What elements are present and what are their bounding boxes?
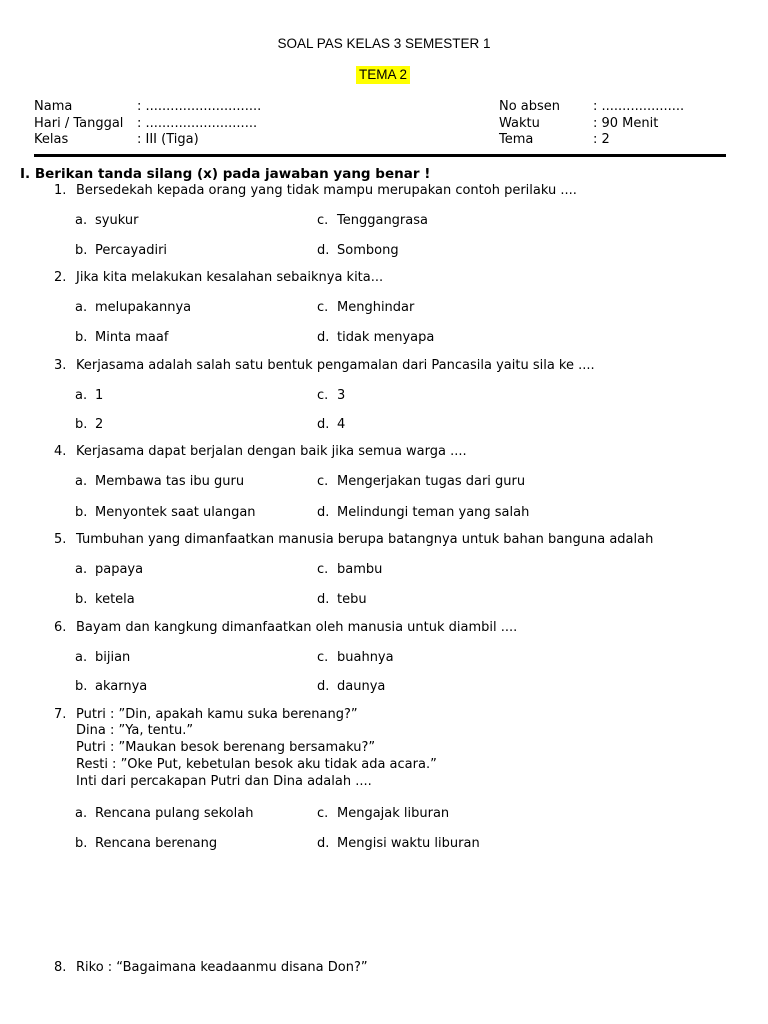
- field-label-nama: Nama: [34, 99, 73, 114]
- option-text: daunya: [337, 679, 386, 694]
- option-text: papaya: [95, 562, 144, 577]
- option-7d[interactable]: [317, 836, 480, 851]
- question-number: 7.: [54, 707, 67, 722]
- option-text: Membawa tas ibu guru: [95, 474, 245, 489]
- field-value-hari-tanggal: : ...........................: [137, 116, 258, 131]
- option-text: Menyontek saat ulangan: [95, 505, 256, 520]
- field-label-no-absen: No absen: [499, 99, 561, 114]
- option-letter: b.: [75, 592, 88, 607]
- question-text: Tumbuhan yang dimanfaatkan manusia berupa batangnya untuk bahan banguna adalah: [76, 532, 654, 547]
- option-3c[interactable]: [317, 388, 345, 403]
- option-letter: c.: [317, 806, 329, 821]
- option-1b[interactable]: [75, 243, 167, 258]
- field-label-hari-tanggal: Hari / Tanggal: [34, 116, 124, 131]
- option-text: Rencana berenang: [95, 836, 218, 851]
- option-letter: a.: [75, 562, 88, 577]
- option-text: bijian: [95, 650, 131, 665]
- option-5d[interactable]: [317, 592, 367, 607]
- option-letter: c.: [317, 562, 329, 577]
- option-letter: a.: [75, 213, 88, 228]
- option-1a[interactable]: [75, 213, 138, 228]
- option-4d[interactable]: [317, 505, 529, 520]
- option-text: 2: [95, 417, 104, 432]
- option-text: buahnya: [337, 650, 394, 665]
- field-value-nama: : ............................: [137, 99, 262, 114]
- field-label-kelas: Kelas: [34, 132, 69, 147]
- option-2a[interactable]: [75, 300, 191, 315]
- question-number: 6.: [54, 620, 67, 635]
- option-6b[interactable]: [75, 679, 147, 694]
- option-6d[interactable]: [317, 679, 385, 694]
- option-3d[interactable]: [317, 417, 345, 432]
- option-letter: a.: [75, 474, 88, 489]
- option-text: 4: [337, 417, 346, 432]
- question-8: [54, 960, 368, 976]
- question-4: [54, 444, 467, 460]
- option-text: Percayadiri: [95, 243, 168, 258]
- option-5c[interactable]: [317, 562, 382, 577]
- option-letter: b.: [75, 243, 88, 258]
- question-3: [54, 358, 595, 374]
- option-7c[interactable]: [317, 806, 449, 821]
- option-text: Melindungi teman yang salah: [337, 505, 530, 520]
- option-5a[interactable]: [75, 562, 143, 577]
- option-6c[interactable]: [317, 650, 394, 665]
- option-letter: b.: [75, 417, 88, 432]
- question-text: Putri : ”Din, apakah kamu suka berenang?”: [76, 707, 358, 722]
- section-numeral: I.: [20, 166, 31, 182]
- option-letter: d.: [317, 679, 330, 694]
- question-text: Bayam dan kangkung dimanfaatkan oleh manusia untuk diambil ....: [76, 620, 518, 635]
- option-text: Tenggangrasa: [337, 213, 428, 228]
- question-text: Riko : “Bagaimana keadaanmu disana Don?”: [76, 960, 368, 975]
- question-number: 1.: [54, 183, 67, 198]
- option-1d[interactable]: [317, 243, 399, 258]
- header-divider: [34, 154, 726, 157]
- tema-title-highlight: TEMA 2: [356, 66, 410, 84]
- question-5: [54, 532, 653, 548]
- question-7: [54, 707, 358, 723]
- option-4c[interactable]: [317, 474, 525, 489]
- option-text: tidak menyapa: [337, 330, 435, 345]
- option-letter: c.: [317, 300, 329, 315]
- option-text: Rencana pulang sekolah: [95, 806, 254, 821]
- option-letter: d.: [317, 505, 330, 520]
- option-text: melupakannya: [95, 300, 192, 315]
- option-letter: d.: [317, 592, 330, 607]
- option-text: Mengajak liburan: [337, 806, 450, 821]
- option-text: Mengerjakan tugas dari guru: [337, 474, 526, 489]
- field-label-waktu: Waktu: [499, 116, 540, 131]
- question-6: [54, 620, 517, 636]
- section-instruction: Berikan tanda silang (x) pada jawaban yang benar !: [34, 166, 431, 182]
- option-text: Mengisi waktu liburan: [337, 836, 480, 851]
- question-number: 5.: [54, 532, 67, 547]
- option-3a[interactable]: [75, 388, 103, 403]
- option-text: syukur: [95, 213, 139, 228]
- option-text: 3: [337, 388, 346, 403]
- question-number: 2.: [54, 270, 67, 285]
- option-letter: c.: [317, 213, 329, 228]
- section-heading: [20, 166, 430, 182]
- option-4a[interactable]: [75, 474, 244, 489]
- field-value-tema: : 2: [593, 132, 610, 147]
- option-2c[interactable]: [317, 300, 414, 315]
- question-number: 3.: [54, 358, 67, 373]
- option-1c[interactable]: [317, 213, 428, 228]
- option-text: bambu: [337, 562, 383, 577]
- dialog-line: Dina : ”Ya, tentu.”: [76, 723, 194, 738]
- field-label-tema: Tema: [499, 132, 534, 147]
- option-6a[interactable]: [75, 650, 130, 665]
- question-number: 4.: [54, 444, 67, 459]
- question-text: Kerjasama dapat berjalan dengan baik jika semua warga ....: [76, 444, 467, 459]
- option-2d[interactable]: [317, 330, 434, 345]
- question-number: 8.: [54, 960, 67, 975]
- dialog-line: Putri : ”Maukan besok berenang bersamaku?”: [76, 740, 376, 755]
- option-letter: a.: [75, 806, 88, 821]
- question-7-prompt: Inti dari percakapan Putri dan Dina adalah ....: [76, 774, 372, 789]
- field-value-waktu: : 90 Menit: [593, 116, 659, 131]
- option-letter: d.: [317, 243, 330, 258]
- option-letter: c.: [317, 388, 329, 403]
- option-letter: b.: [75, 679, 88, 694]
- option-text: ketela: [95, 592, 135, 607]
- option-letter: d.: [317, 417, 330, 432]
- option-text: akarnya: [95, 679, 148, 694]
- option-letter: c.: [317, 650, 329, 665]
- option-text: Minta maaf: [95, 330, 169, 345]
- option-letter: d.: [317, 330, 330, 345]
- option-text: tebu: [337, 592, 367, 607]
- question-text: Jika kita melakukan kesalahan sebaiknya kita...: [76, 270, 384, 285]
- option-5b[interactable]: [75, 592, 135, 607]
- option-letter: b.: [75, 505, 88, 520]
- question-2: [54, 270, 383, 286]
- option-text: Menghindar: [337, 300, 415, 315]
- field-value-no-absen: : ....................: [593, 99, 685, 114]
- option-letter: a.: [75, 300, 88, 315]
- dialog-line: Resti : ”Oke Put, kebetulan besok aku tidak ada acara.”: [76, 757, 437, 772]
- question-text: Kerjasama adalah salah satu bentuk pengamalan dari Pancasila yaitu sila ke ....: [76, 358, 595, 373]
- option-letter: a.: [75, 650, 88, 665]
- field-value-kelas: : III (Tiga): [137, 132, 199, 147]
- option-letter: c.: [317, 474, 329, 489]
- option-7a[interactable]: [75, 806, 253, 821]
- option-letter: d.: [317, 836, 330, 851]
- question-1: [54, 183, 577, 199]
- question-text: Bersedekah kepada orang yang tidak mampu merupakan contoh perilaku ....: [76, 183, 577, 198]
- option-7b[interactable]: [75, 836, 217, 851]
- option-text: 1: [95, 388, 104, 403]
- option-letter: b.: [75, 836, 88, 851]
- exam-title: SOAL PAS KELAS 3 SEMESTER 1: [277, 36, 491, 51]
- option-3b[interactable]: [75, 417, 103, 432]
- option-text: Sombong: [337, 243, 399, 258]
- option-letter: a.: [75, 388, 88, 403]
- option-2b[interactable]: [75, 330, 168, 345]
- option-4b[interactable]: [75, 505, 256, 520]
- option-letter: b.: [75, 330, 88, 345]
